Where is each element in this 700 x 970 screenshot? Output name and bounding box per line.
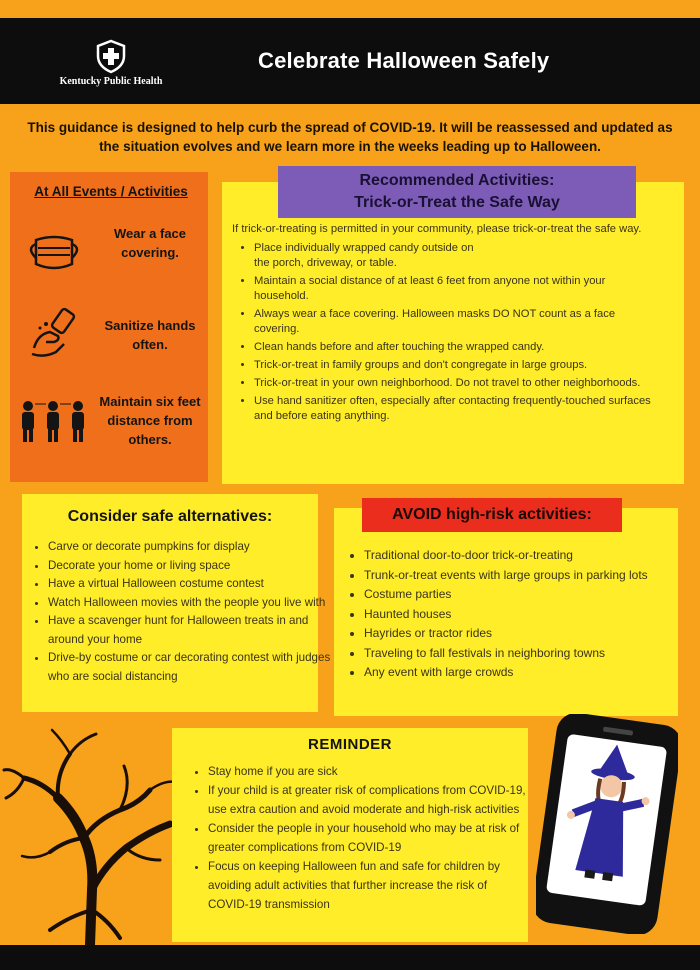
avoid-banner: AVOID high-risk activities: — [362, 498, 622, 532]
all-events-panel — [10, 172, 208, 482]
list-item: • Watch Halloween movies with the people you live with — [48, 594, 332, 613]
social-distance-icon — [18, 396, 88, 446]
top-strip — [0, 0, 700, 18]
list-item: • Clean hands before and after touching the wrapped candy. — [254, 340, 672, 355]
list-item: • If your child is at greater risk of complications from COVID-19, use extra caution and avoid moderate and high-risk activities — [208, 781, 528, 819]
kentucky-public-health-logo — [46, 38, 176, 98]
list-item: • Decorate your home or living space — [48, 557, 332, 576]
face-mask-icon — [24, 224, 84, 284]
list-item: • Use hand sanitizer often, especially after contacting frequently-touched surfaces and before eating anything. — [254, 394, 672, 424]
list-item: • Traveling to fall festivals in neighboring towns — [364, 644, 684, 664]
list-item: • Have a virtual Halloween costume contest — [48, 575, 332, 594]
all-events-heading: At All Events / Activities — [34, 184, 188, 199]
list-item: • Any event with large crowds — [364, 663, 684, 683]
list-item: • Maintain a social distance of at least 6 feet from anyone not within your household. — [254, 274, 672, 304]
recommended-list — [232, 241, 672, 424]
list-item: • Place individually wrapped candy outside on the porch, driveway, or table. — [254, 241, 672, 271]
tip-distance — [10, 390, 208, 460]
list-item: • Trick-or-treat in family groups and don't congregate in large groups. — [254, 358, 672, 373]
list-item: • Drive-by costume or car decorating contest with judges who are social distancing — [48, 649, 332, 686]
recommended-title-line2: Trick-or-Treat the Safe Way — [354, 194, 560, 211]
reminder-panel — [172, 728, 528, 942]
list-item: • Trick-or-treat in your own neighborhood. Do not travel to other neighborhoods. — [254, 376, 672, 391]
avoid-list — [342, 546, 684, 683]
hand-sanitizer-icon — [24, 304, 84, 364]
list-item: • Costume parties — [364, 585, 684, 605]
phone-wizard-illustration — [536, 714, 678, 934]
list-item: • Consider the people in your household who may be at risk of greater complications from COVID-19 — [208, 819, 528, 857]
list-item: • Haunted houses — [364, 605, 684, 625]
list-item: • Trunk-or-treat events with large groups in parking lots — [364, 566, 684, 586]
recommended-banner — [278, 166, 636, 218]
list-item: • Focus on keeping Halloween fun and safe for children by avoiding adult activities that further increase the risk of COVID-19 transmission — [208, 857, 528, 914]
tip-text: Maintain six feet distance from others. — [99, 394, 201, 447]
list-item: • Carve or decorate pumpkins for display — [48, 538, 332, 557]
recommended-body — [232, 222, 672, 424]
avoid-panel — [334, 508, 678, 716]
page-title: Celebrate Halloween Safely — [258, 48, 550, 73]
reminder-list — [186, 762, 528, 914]
list-item: • Hayrides or tractor rides — [364, 624, 684, 644]
bottom-bar — [0, 945, 700, 970]
shield-cross-icon — [93, 38, 129, 74]
list-item: • Traditional door-to-door trick-or-treating — [364, 546, 684, 566]
tip-text: Sanitize hands often. — [104, 318, 196, 352]
tip-text: Wear a face covering. — [113, 226, 187, 260]
intro-text: This guidance is designed to help curb the spread of COVID-19. It will be reassessed and updated as the situation evolves and we learn more in the weeks leading up to Halloween. — [27, 120, 673, 154]
list-item: • Have a scavenger hunt for Halloween treats in and around your home — [48, 612, 332, 649]
logo-text: Kentucky Public Health — [59, 76, 163, 87]
alternatives-title: Consider safe alternatives: — [67, 508, 273, 525]
reminder-title: REMINDER — [307, 736, 392, 753]
recommended-intro: If trick-or-treating is permitted in your community, please trick-or-treat the safe way. — [232, 223, 642, 235]
tip-sanitize — [10, 304, 208, 374]
alternatives-panel — [22, 494, 331, 712]
tip-face-covering — [10, 224, 208, 294]
list-item: • Stay home if you are sick — [208, 762, 528, 781]
list-item: • Always wear a face covering. Halloween masks DO NOT count as a face covering. — [254, 307, 672, 337]
recommended-title-line1: Recommended Activities: — [359, 172, 555, 189]
spooky-tree-icon — [0, 720, 190, 945]
header-bar — [0, 18, 700, 104]
alternatives-list — [26, 538, 332, 686]
